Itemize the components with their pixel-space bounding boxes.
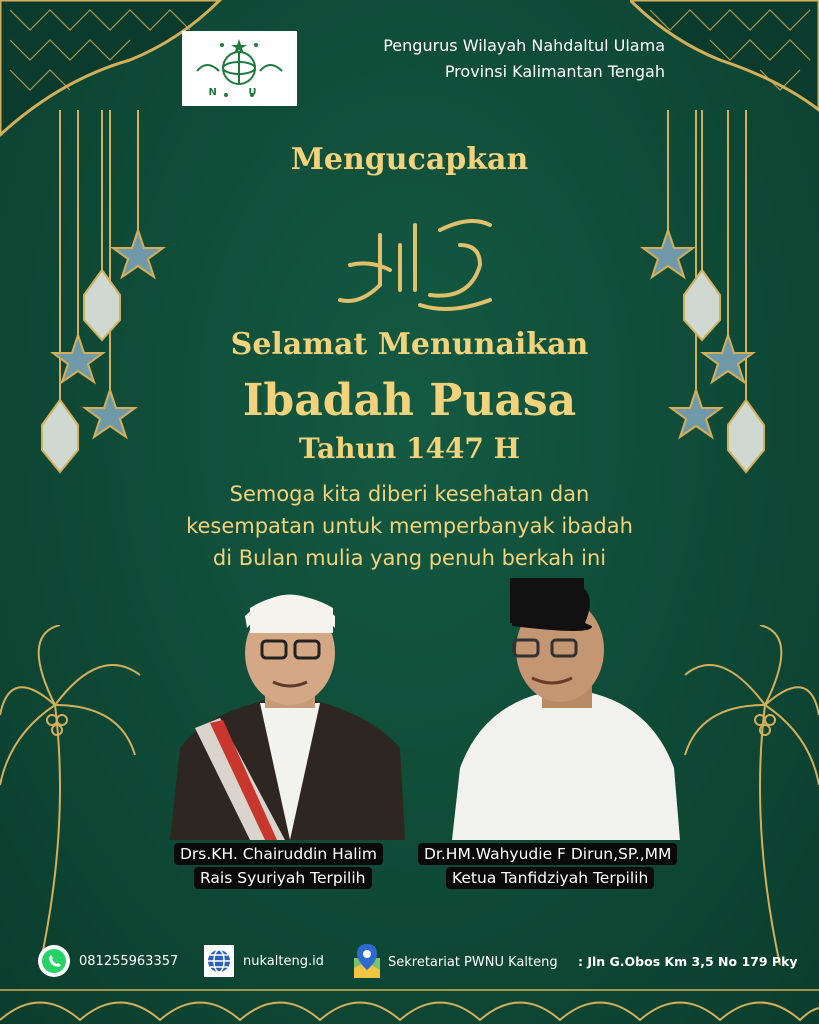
person-photo-1: [165, 578, 410, 840]
whatsapp-icon: [37, 944, 71, 978]
greeting-message: [0, 478, 819, 574]
mengucapkan-heading: Mengucapkan: [290, 142, 529, 177]
person-2-name: Dr.HM.Wahyudie F Dirun,SP.,MM: [418, 843, 677, 865]
palm-tree-icon: [0, 625, 150, 965]
person-photo-2: [452, 578, 682, 840]
secretariat-location[interactable]: [352, 944, 558, 980]
phone-contact[interactable]: [37, 944, 178, 978]
org-line-2: Provinsi Kalimantan Tengah: [444, 62, 665, 81]
logo-caption: N U: [208, 87, 271, 98]
map-pin-icon: [352, 944, 382, 980]
ibadah-puasa-heading: Ibadah Puasa: [242, 375, 577, 426]
year-heading: Tahun 1447 H: [298, 432, 521, 465]
secretariat-address: : Jln G.Obos Km 3,5 No 179 Pky: [578, 954, 798, 969]
palm-tree-icon: [680, 625, 819, 965]
person-2-role: Ketua Tanfidziyah Terpilih: [446, 867, 654, 889]
bottom-ornament-border: [0, 980, 819, 1024]
message-line-2: kesempatan untuk memperbanyak ibadah: [186, 514, 633, 538]
nu-logo: [182, 31, 297, 106]
org-line-1: Pengurus Wilayah Nahdaltul Ulama: [383, 36, 665, 55]
globe-icon: [203, 944, 235, 978]
website-link[interactable]: [203, 944, 324, 978]
ramadan-kareem-calligraphy: [320, 205, 500, 315]
organization-name: [335, 33, 665, 85]
person-1-name: Drs.KH. Chairuddin Halim: [174, 843, 383, 865]
secretariat-name: Sekretariat PWNU Kalteng: [388, 954, 558, 970]
message-line-1: Semoga kita diberi kesehatan dan: [229, 482, 590, 506]
person-1-role: Rais Syuriyah Terpilih: [194, 867, 372, 889]
selamat-heading: Selamat Menunaikan: [230, 327, 589, 362]
website-url: nukalteng.id: [243, 953, 324, 969]
message-line-3: di Bulan mulia yang penuh berkah ini: [212, 546, 607, 570]
phone-number: 081255963357: [79, 953, 179, 969]
